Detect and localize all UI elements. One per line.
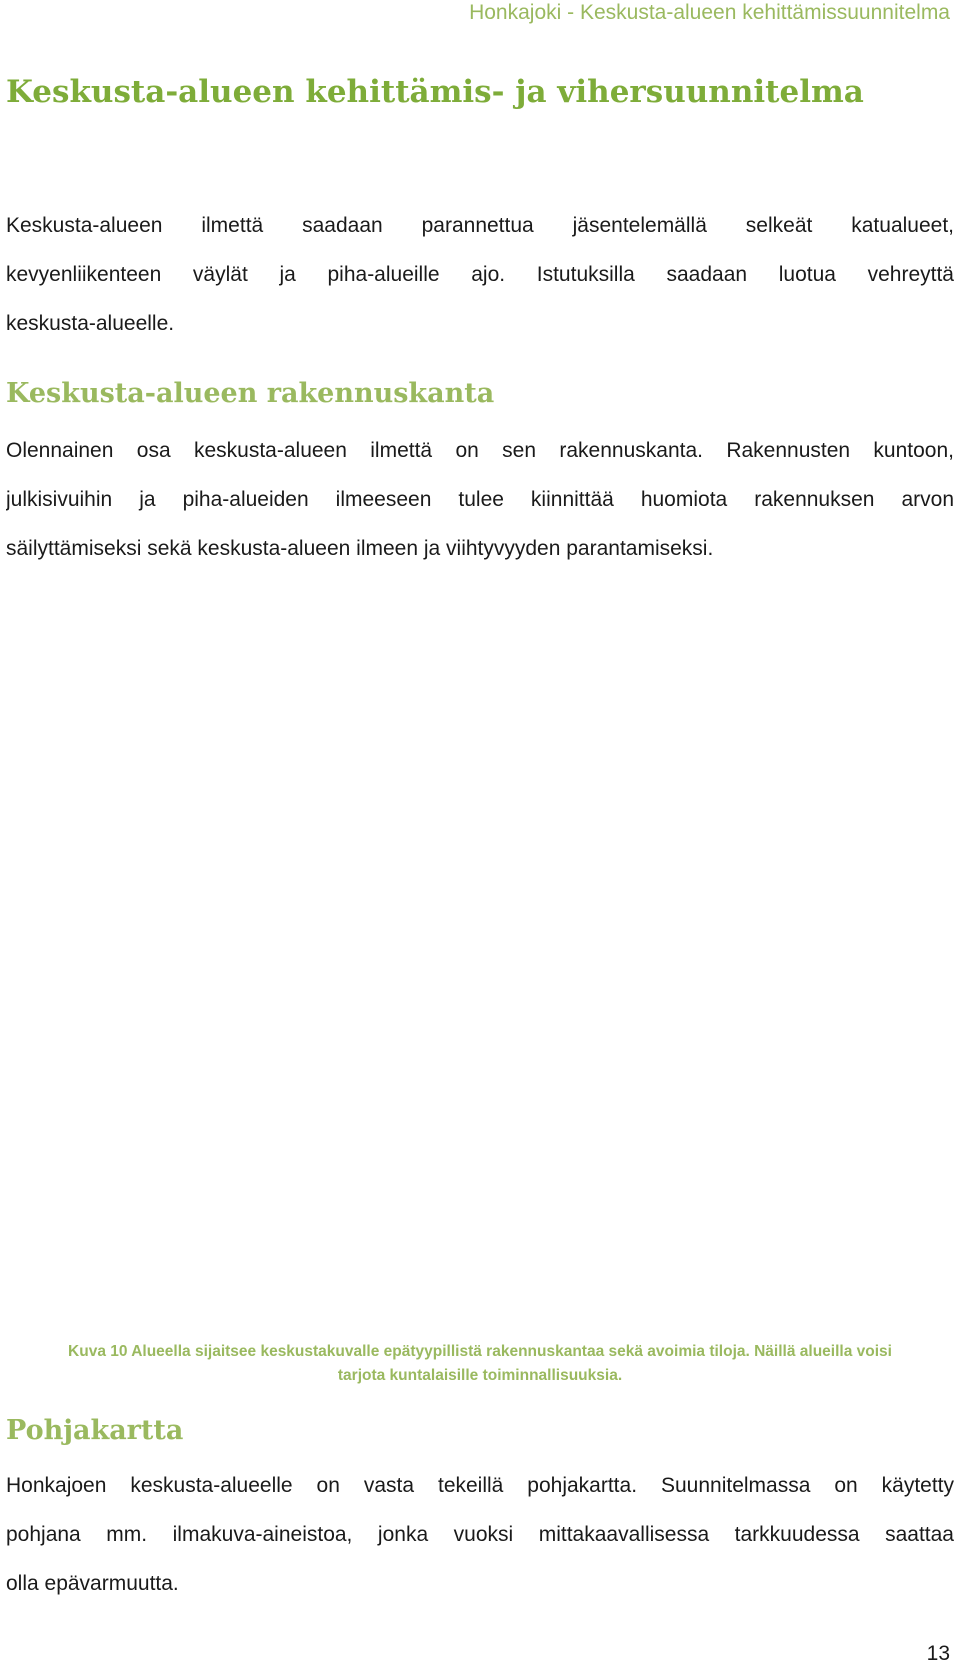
rakennuskanta-line: Olennainen osa keskusta-alueen ilmettä on sen rakennuskanta. Rakennusten kuntoon, [6, 439, 954, 462]
intro-line: kevyenliikenteen väylät ja piha-alueille ajo. Istutuksilla saadaan luotua vehreyttä [6, 263, 954, 286]
pohjakartta-line: pohjana mm. ilmakuva-aineistoa, jonka vuoksi mittakaavallisessa tarkkuudessa saattaa [6, 1523, 954, 1546]
figure-caption [10, 1340, 950, 1388]
rakennuskanta-line: julkisivuihin ja piha-alueiden ilmeeseen tulee kiinnittää huomiota rakennuksen arvon [6, 488, 954, 511]
pohjakartta-line: Honkajoen keskusta-alueelle on vasta tekeillä pohjakartta. Suunnitelmassa on käytetty [6, 1474, 954, 1497]
pohjakartta-line: olla epävarmuutta. [6, 1572, 179, 1595]
page-title: Keskusta-alueen kehittämis- ja vihersuunnitelma [6, 74, 864, 110]
rakennuskanta-paragraph [6, 426, 954, 573]
rakennuskanta-line: säilyttämiseksi sekä keskusta-alueen ilmeen ja viihtyvyyden parantamiseksi. [6, 537, 714, 560]
page-number: 13 [926, 1642, 950, 1665]
section-heading-rakennuskanta: Keskusta-alueen rakennuskanta [6, 378, 495, 409]
section-heading-pohjakartta: Pohjakartta [6, 1415, 184, 1446]
intro-paragraph [6, 201, 954, 348]
intro-line: Keskusta-alueen ilmettä saadaan parannettua jäsentelemällä selkeät katualueet, [6, 214, 954, 237]
pohjakartta-paragraph [6, 1461, 954, 1608]
figure-caption-line: tarjota kuntalaisille toiminnallisuuksia. [337, 1367, 623, 1384]
running-header: Honkajoki - Keskusta-alueen kehittämissuunnitelma [469, 1, 950, 24]
intro-line: keskusta-alueelle. [6, 312, 175, 335]
figure-caption-line: Kuva 10 Alueella sijaitsee keskustakuvalle epätyypillistä rakennuskantaa sekä avoimia tiloja. Näillä alueilla voisi [68, 1343, 892, 1360]
